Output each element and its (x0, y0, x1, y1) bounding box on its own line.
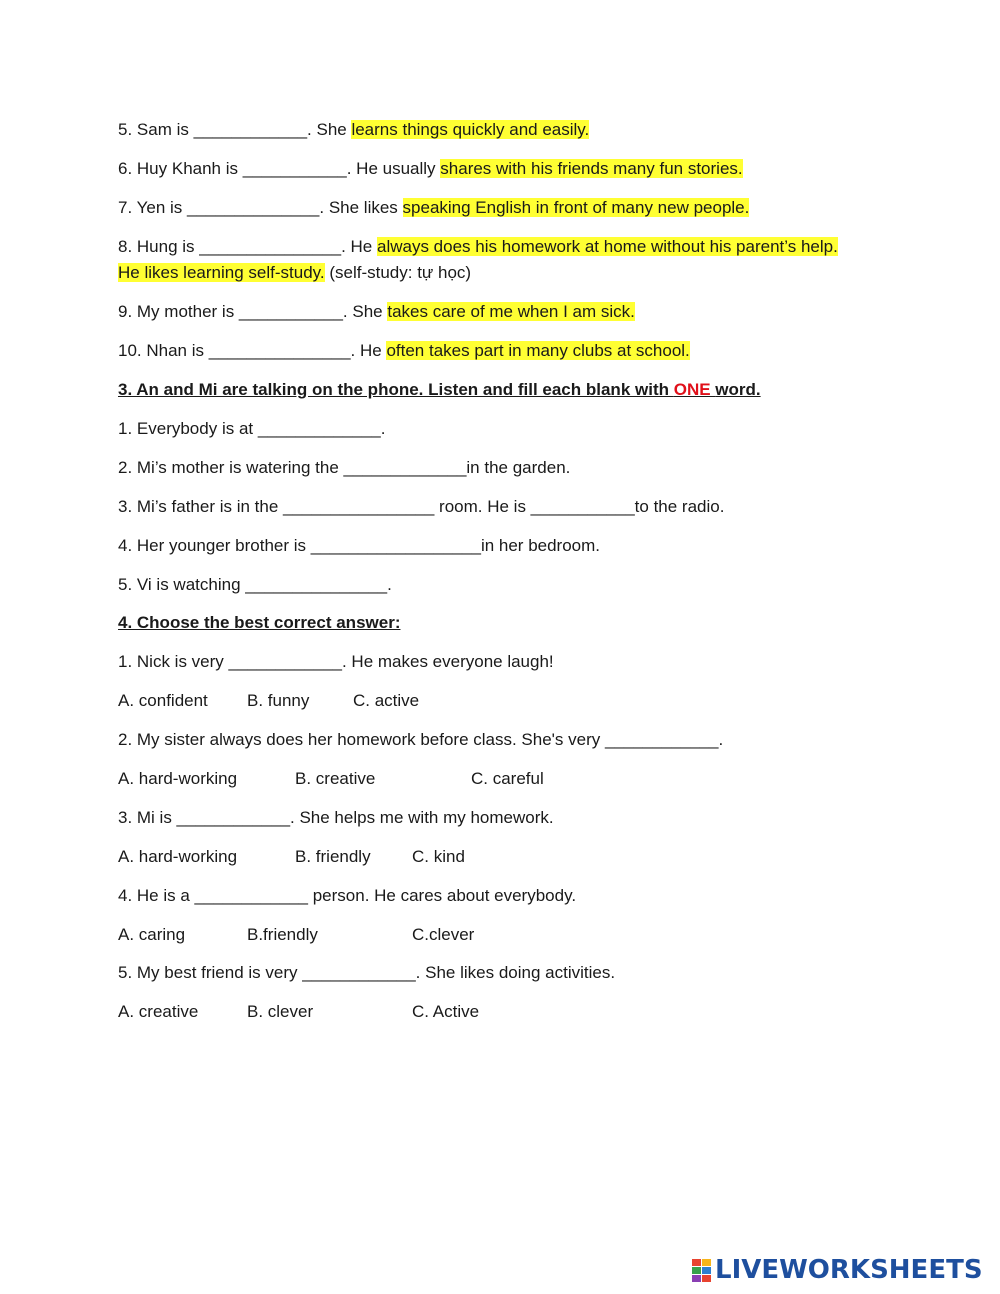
option-b[interactable]: B. funny (247, 691, 310, 710)
logo-text: LIVEWORKSHEETS (715, 1255, 983, 1285)
option-b[interactable]: B. creative (295, 769, 376, 788)
exercise-item-7: 7. Yen is ______________. She likes speaking English in front of many new people. (118, 198, 750, 217)
exercise-item-6: 6. Huy Khanh is ___________. He usually shares with his friends many fun stories. (118, 159, 743, 178)
options-3 (118, 846, 818, 868)
option-b[interactable]: B.friendly (247, 925, 318, 944)
question-5: 5. My best friend is very ____________. She likes doing activities. (118, 963, 616, 982)
listening-item-2: 2. Mi’s mother is watering the _____________in the garden. (118, 458, 571, 477)
listening-item-5: 5. Vi is watching _______________. (118, 575, 392, 594)
option-a[interactable]: A. caring (118, 925, 186, 944)
option-c[interactable]: C. active (353, 691, 420, 710)
listening-item-1: 1. Everybody is at _____________. (118, 419, 386, 438)
highlighted-clue: speaking English in front of many new people. (402, 198, 750, 217)
question-4: 4. He is a ____________ person. He cares about everybody. (118, 886, 577, 905)
option-a[interactable]: A. creative (118, 1002, 199, 1021)
section-4-heading: 4. Choose the best correct answer: (118, 613, 401, 632)
option-c[interactable]: C. kind (412, 847, 465, 866)
option-b[interactable]: B. friendly (295, 847, 371, 866)
question-2: 2. My sister always does her homework before class. She's very ____________. (118, 730, 724, 749)
highlighted-clue: takes care of me when I am sick. (387, 302, 635, 321)
exercise-item-10: 10. Nhan is _______________. He often takes part in many clubs at school. (118, 341, 690, 360)
exercise-item-5: 5. Sam is ____________. She learns things quickly and easily. (118, 120, 590, 139)
question-1: 1. Nick is very ____________. He makes everyone laugh! (118, 652, 554, 671)
options-1 (118, 690, 818, 712)
option-b[interactable]: B. clever (247, 1002, 314, 1021)
highlighted-clue: always does his homework at home without his parent’s help. (376, 237, 838, 256)
section-3-heading: 3. An and Mi are talking on the phone. Listen and fill each blank with ONE word. (118, 380, 761, 399)
question-3: 3. Mi is ____________. She helps me with my homework. (118, 808, 554, 827)
options-4 (118, 924, 818, 946)
options-5 (118, 1001, 818, 1023)
option-a[interactable]: A. confident (118, 691, 208, 710)
option-c[interactable]: C. careful (471, 769, 544, 788)
option-c[interactable]: C. Active (412, 1002, 480, 1021)
highlighted-clue: shares with his friends many fun stories. (440, 159, 743, 178)
liveworksheets-logo-icon (692, 1259, 711, 1282)
option-a[interactable]: A. hard-working (118, 769, 238, 788)
exercise-item-8: 8. Hung is _______________. He always does his homework at home without his parent’s help. (118, 237, 838, 256)
highlighted-clue: often takes part in many clubs at school. (386, 341, 690, 360)
option-c[interactable]: C.clever (412, 925, 475, 944)
options-2 (118, 768, 818, 790)
exercise-item-8-continued: He likes learning self-study. (self-study: tự học) (118, 263, 472, 282)
option-a[interactable]: A. hard-working (118, 847, 238, 866)
highlighted-clue: He likes learning self-study. (118, 263, 325, 282)
emphasis-one: ONE (673, 380, 716, 399)
liveworksheets-logo (692, 1254, 983, 1286)
listening-item-4: 4. Her younger brother is __________________in her bedroom. (118, 536, 601, 555)
highlighted-clue: learns things quickly and easily. (351, 120, 590, 139)
exercise-item-9: 9. My mother is ___________. She takes care of me when I am sick. (118, 302, 635, 321)
listening-item-3: 3. Mi’s father is in the ________________ room. He is ___________to the radio. (118, 497, 725, 516)
